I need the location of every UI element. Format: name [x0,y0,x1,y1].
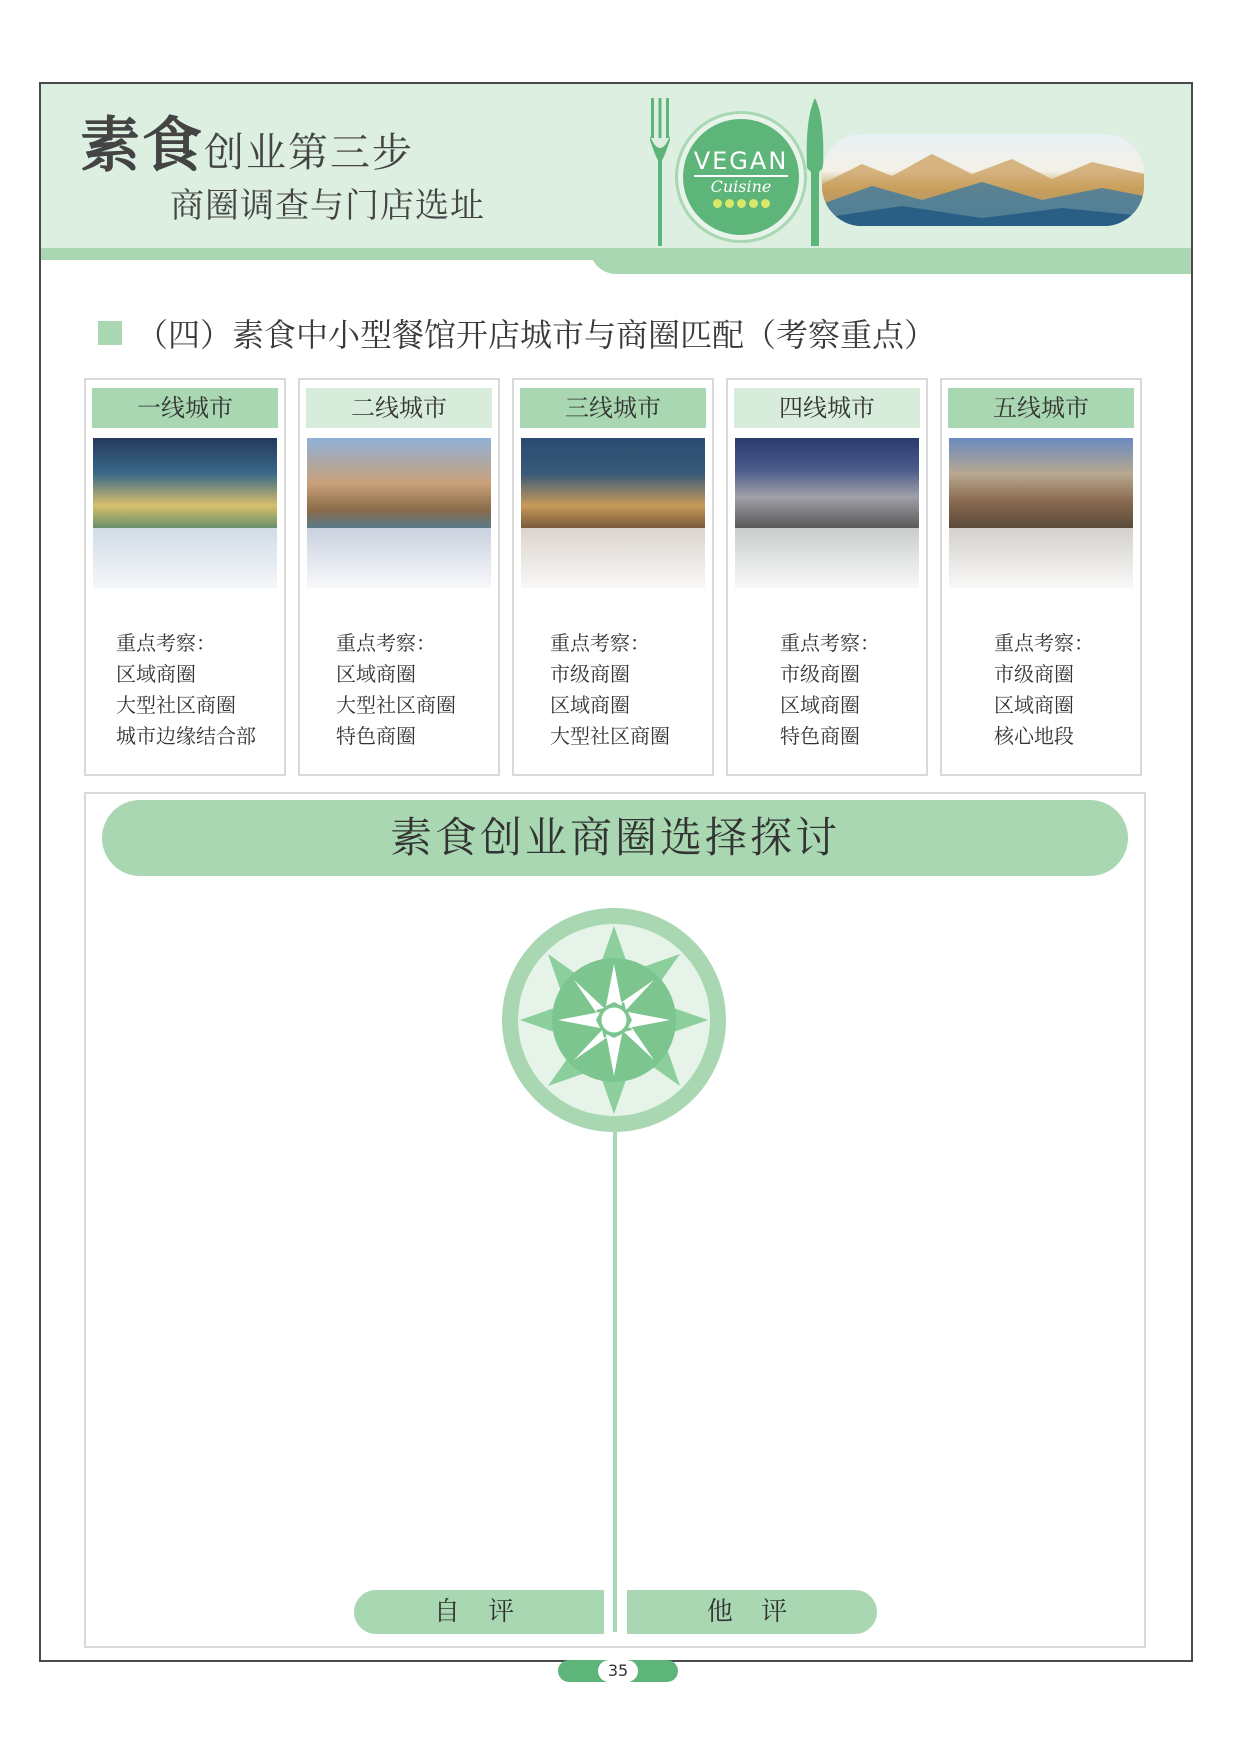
section-heading [98,310,936,356]
card-text [780,628,880,752]
card-label: 重点考察： [994,631,1094,655]
city-photo [735,438,919,588]
page-number-text: 35 [598,1660,638,1682]
card-item: 区域商圈 [336,662,416,686]
card-text [994,628,1094,752]
card-text [336,628,456,752]
card-item: 区域商圈 [116,662,196,686]
card-title: 一线城市 [92,388,278,428]
logo-dots [713,199,770,208]
title-rest: 创业第三步 [204,130,414,176]
city-card-tier3 [512,378,714,776]
title-big: 素食 [80,111,204,181]
self-review-label: 自 评 [354,1590,604,1634]
city-card-tier5 [940,378,1142,776]
page-title [80,98,414,184]
logo-script: Cuisine [710,176,772,196]
flower-icon [500,906,728,1134]
card-label: 重点考察： [116,631,216,655]
card-item: 特色商圈 [336,724,416,748]
card-item: 特色商圈 [780,724,860,748]
card-item: 市级商圈 [994,662,1074,686]
section-bullet [98,321,122,345]
card-title: 四线城市 [734,388,920,428]
city-photo [307,438,491,588]
peer-review-label: 他 评 [627,1590,877,1634]
page-subtitle: 商圈调查与门店选址 [170,186,485,226]
city-photo [93,438,277,588]
fork-icon [648,98,672,248]
city-card-tier4 [726,378,928,776]
card-item: 区域商圈 [780,693,860,717]
card-title: 五线城市 [948,388,1134,428]
card-label: 重点考察： [336,631,436,655]
card-item: 市级商圈 [550,662,630,686]
card-item: 核心地段 [994,724,1074,748]
card-item: 城市边缘结合部 [116,724,256,748]
mountain-landscape-image [822,134,1144,226]
card-item: 区域商圈 [994,693,1074,717]
card-label: 重点考察： [780,631,880,655]
card-item: 区域商圈 [550,693,630,717]
card-item: 大型社区商圈 [550,724,670,748]
card-title: 二线城市 [306,388,492,428]
city-photo [949,438,1133,588]
page-number [558,1660,678,1682]
card-text [550,628,670,752]
card-item: 大型社区商圈 [336,693,456,717]
discussion-banner: 素食创业商圈选择探讨 [102,800,1128,876]
city-card-tier1 [84,378,286,776]
vegan-logo [678,114,804,240]
card-item: 市级商圈 [780,662,860,686]
logo-text: VEGAN [693,146,789,175]
flower-stem [613,1132,617,1632]
card-text [116,628,256,752]
card-label: 重点考察： [550,631,650,655]
card-item: 大型社区商圈 [116,693,236,717]
card-title: 三线城市 [520,388,706,428]
city-photo [521,438,705,588]
section-heading-text: （四）素食中小型餐馆开店城市与商圈匹配（考察重点） [136,316,937,354]
city-card-tier2 [298,378,500,776]
